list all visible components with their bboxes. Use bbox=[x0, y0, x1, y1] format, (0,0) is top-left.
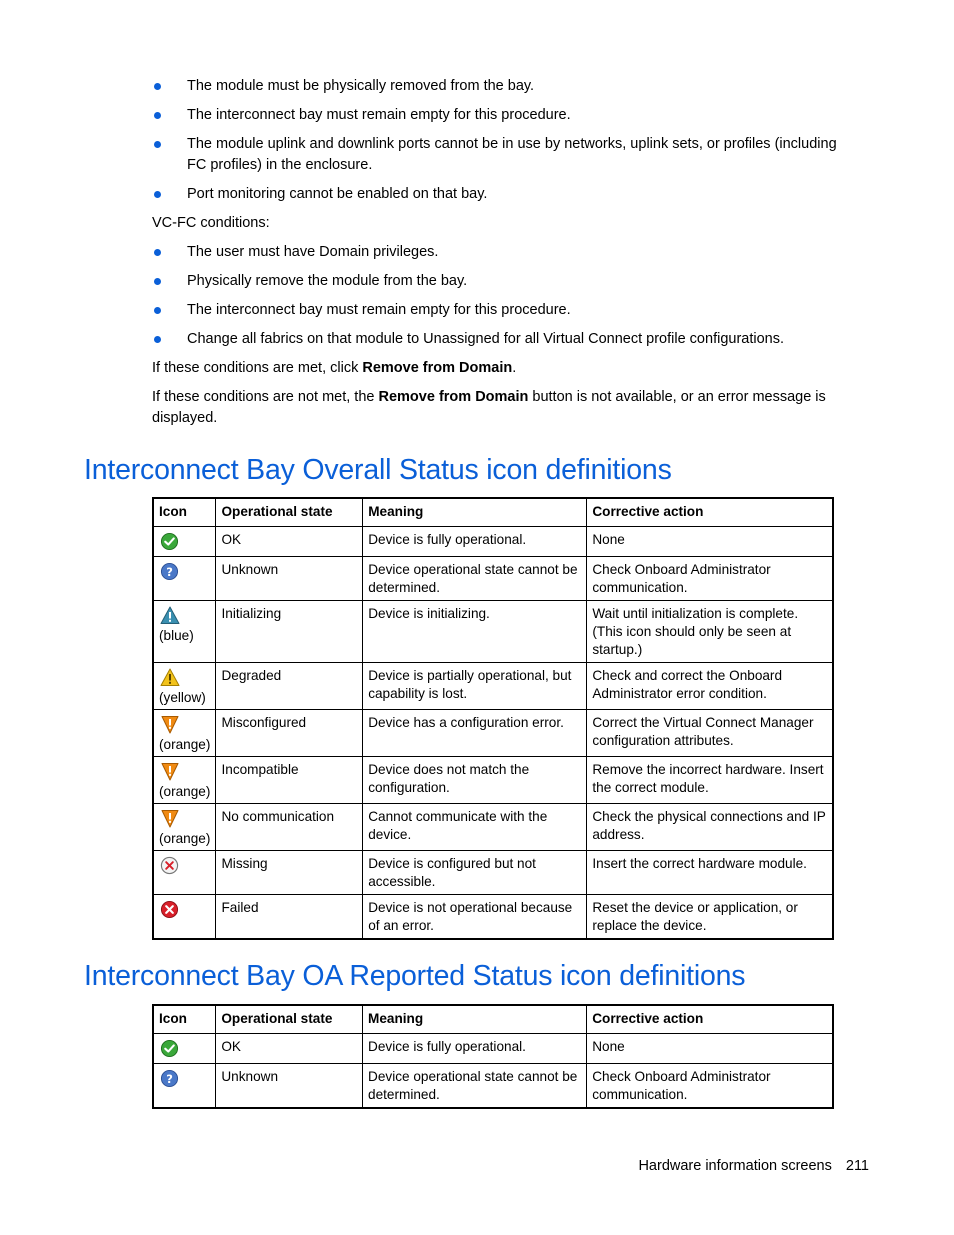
meaning-cell: Device operational state cannot be determined. bbox=[363, 557, 587, 601]
bullet-text: The interconnect bay must remain empty for this procedure. bbox=[187, 302, 571, 318]
state-cell: Degraded bbox=[216, 663, 363, 710]
overall-status-table bbox=[152, 497, 834, 940]
bullet-icon bbox=[154, 191, 161, 198]
icon-color-note: (blue) bbox=[159, 628, 194, 643]
orange-warning-icon bbox=[160, 715, 180, 735]
table-row bbox=[153, 710, 833, 757]
initializing-icon bbox=[160, 606, 180, 626]
action-cell: Wait until initialization is complete. (This icon should only be seen at startup.) bbox=[587, 601, 833, 663]
icon-color-note: (yellow) bbox=[159, 690, 206, 705]
state-cell: Unknown bbox=[216, 557, 363, 601]
icon-cell bbox=[153, 557, 216, 601]
meaning-cell: Device operational state cannot be determined. bbox=[363, 1064, 587, 1109]
ok-icon bbox=[160, 532, 180, 552]
column-header-action: Corrective action bbox=[587, 1005, 833, 1034]
oa-reported-status-table-body bbox=[153, 1034, 833, 1109]
conditions-not-met-paragraph bbox=[152, 387, 854, 429]
overall-status-table-body bbox=[153, 527, 833, 940]
action-cell: None bbox=[587, 527, 833, 557]
list-item bbox=[152, 300, 854, 321]
column-header-state: Operational state bbox=[216, 498, 363, 527]
column-header-icon: Icon bbox=[153, 498, 216, 527]
bullet-text: The interconnect bay must remain empty for this procedure. bbox=[187, 107, 571, 123]
bullet-icon bbox=[154, 249, 161, 256]
ok-icon bbox=[160, 1039, 180, 1059]
page-number: 211 bbox=[845, 1158, 869, 1174]
action-cell: Check Onboard Administrator communication. bbox=[587, 557, 833, 601]
table-row bbox=[153, 895, 833, 940]
remove-from-domain-label: Remove from Domain bbox=[378, 389, 529, 405]
meaning-cell: Device does not match the configuration. bbox=[363, 757, 587, 804]
icon-cell bbox=[153, 895, 216, 940]
column-header-action: Corrective action bbox=[587, 498, 833, 527]
state-cell: OK bbox=[216, 527, 363, 557]
table-row bbox=[153, 1034, 833, 1064]
bullet-icon bbox=[154, 278, 161, 285]
state-cell: Initializing bbox=[216, 601, 363, 663]
bullet-icon bbox=[154, 336, 161, 343]
state-cell: Unknown bbox=[216, 1064, 363, 1109]
meaning-cell: Device is not operational because of an error. bbox=[363, 895, 587, 940]
table-row bbox=[153, 601, 833, 663]
footer-section-name: Hardware information screens bbox=[638, 1158, 832, 1174]
action-cell: Reset the device or application, or replace the device. bbox=[587, 895, 833, 940]
meaning-cell: Device is fully operational. bbox=[363, 1034, 587, 1064]
body-content bbox=[152, 76, 854, 437]
vcfc-heading: VC-FC conditions: bbox=[152, 215, 270, 231]
state-cell: OK bbox=[216, 1034, 363, 1064]
unknown-icon bbox=[160, 562, 180, 582]
bullet-icon bbox=[154, 83, 161, 90]
icon-cell bbox=[153, 804, 216, 851]
list-item bbox=[152, 134, 854, 176]
page-footer bbox=[638, 1158, 869, 1174]
para-text: If these conditions are met, click bbox=[152, 360, 363, 376]
failed-icon bbox=[160, 900, 180, 920]
bullet-text: Change all fabrics on that module to Unassigned for all Virtual Connect profile configurations. bbox=[187, 331, 784, 347]
icon-cell bbox=[153, 851, 216, 895]
icon-cell bbox=[153, 1034, 216, 1064]
action-cell: Remove the incorrect hardware. Insert the correct module. bbox=[587, 757, 833, 804]
table-header-row bbox=[153, 1005, 833, 1034]
para-text: button is not available, or an error message is displayed. bbox=[152, 389, 826, 426]
list-item bbox=[152, 105, 854, 126]
bullet-text: The user must have Domain privileges. bbox=[187, 244, 439, 260]
table-header-row bbox=[153, 498, 833, 527]
state-cell: Incompatible bbox=[216, 757, 363, 804]
bullet-text: The module must be physically removed from the bay. bbox=[187, 78, 535, 94]
action-cell: Check Onboard Administrator communication. bbox=[587, 1064, 833, 1109]
meaning-cell: Cannot communicate with the device. bbox=[363, 804, 587, 851]
column-header-icon: Icon bbox=[153, 1005, 216, 1034]
icon-cell bbox=[153, 757, 216, 804]
remove-from-domain-label: Remove from Domain bbox=[362, 360, 513, 376]
action-cell: None bbox=[587, 1034, 833, 1064]
state-cell: No communication bbox=[216, 804, 363, 851]
para-text: . bbox=[512, 360, 517, 376]
icon-cell bbox=[153, 710, 216, 757]
table-row bbox=[153, 851, 833, 895]
table-row bbox=[153, 804, 833, 851]
unknown-icon bbox=[160, 1069, 180, 1089]
state-cell: Misconfigured bbox=[216, 710, 363, 757]
action-cell: Insert the correct hardware module. bbox=[587, 851, 833, 895]
meaning-cell: Device is configured but not accessible. bbox=[363, 851, 587, 895]
list-item bbox=[152, 271, 854, 292]
table-row bbox=[153, 663, 833, 710]
icon-cell bbox=[153, 527, 216, 557]
bullet-icon bbox=[154, 141, 161, 148]
svg-text:?: ? bbox=[166, 1071, 173, 1086]
intro-bullet-list bbox=[152, 76, 854, 205]
conditions-met-paragraph bbox=[152, 358, 854, 379]
section-title-overall-status: Interconnect Bay Overall Status icon definitions bbox=[84, 454, 672, 486]
table-row bbox=[153, 1064, 833, 1109]
state-cell: Failed bbox=[216, 895, 363, 940]
orange-warning-icon bbox=[160, 762, 180, 782]
meaning-cell: Device is partially operational, but capability is lost. bbox=[363, 663, 587, 710]
icon-color-note: (orange) bbox=[159, 831, 211, 846]
section-title-oa-reported-status: Interconnect Bay OA Reported Status icon definitions bbox=[84, 960, 746, 992]
vcfc-bullet-list bbox=[152, 242, 854, 350]
bullet-icon bbox=[154, 307, 161, 314]
meaning-cell: Device has a configuration error. bbox=[363, 710, 587, 757]
bullet-text: Port monitoring cannot be enabled on that bay. bbox=[187, 186, 488, 202]
meaning-cell: Device is initializing. bbox=[363, 601, 587, 663]
list-item bbox=[152, 329, 854, 350]
state-cell: Missing bbox=[216, 851, 363, 895]
table-row bbox=[153, 527, 833, 557]
icon-color-note: (orange) bbox=[159, 784, 211, 799]
orange-warning-icon bbox=[160, 809, 180, 829]
oa-reported-status-table bbox=[152, 1004, 834, 1109]
svg-text:?: ? bbox=[166, 564, 173, 579]
missing-icon bbox=[160, 856, 180, 876]
table-row bbox=[153, 557, 833, 601]
para-text: If these conditions are not met, the bbox=[152, 389, 379, 405]
list-item bbox=[152, 242, 854, 263]
degraded-icon bbox=[160, 668, 180, 688]
icon-cell bbox=[153, 1064, 216, 1109]
column-header-state: Operational state bbox=[216, 1005, 363, 1034]
column-header-meaning: Meaning bbox=[363, 1005, 587, 1034]
bullet-text: Physically remove the module from the bay. bbox=[187, 273, 468, 289]
meaning-cell: Device is fully operational. bbox=[363, 527, 587, 557]
action-cell: Check and correct the Onboard Administrator error condition. bbox=[587, 663, 833, 710]
table-row bbox=[153, 757, 833, 804]
bullet-icon bbox=[154, 112, 161, 119]
icon-cell bbox=[153, 663, 216, 710]
icon-cell bbox=[153, 601, 216, 663]
list-item bbox=[152, 76, 854, 97]
column-header-meaning: Meaning bbox=[363, 498, 587, 527]
bullet-text: The module uplink and downlink ports cannot be in use by networks, uplink sets, or profiles (including FC profiles) in the enclosure. bbox=[187, 136, 837, 173]
icon-color-note: (orange) bbox=[159, 737, 211, 752]
list-item bbox=[152, 184, 854, 205]
action-cell: Check the physical connections and IP address. bbox=[587, 804, 833, 851]
action-cell: Correct the Virtual Connect Manager configuration attributes. bbox=[587, 710, 833, 757]
